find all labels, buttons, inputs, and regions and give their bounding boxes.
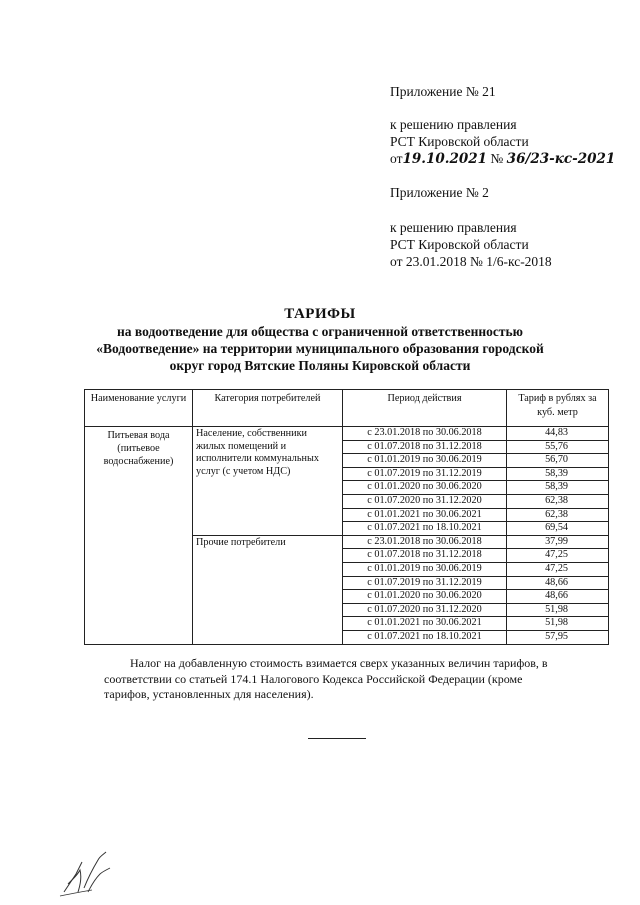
tariff-cell: 51,98 <box>507 617 609 631</box>
handwritten-number: 36/23-кс-2021 <box>506 151 616 167</box>
annex-original-line1: к решению правления <box>390 220 517 235</box>
note-line3: тарифов, установленных для населения). <box>104 687 314 701</box>
tariff-cell: 47,25 <box>507 562 609 576</box>
handwritten-date: 19.10.2021 <box>402 151 488 167</box>
signature-mark <box>58 848 118 905</box>
tariff-cell: 58,39 <box>507 481 609 495</box>
tariff-cell: 47,25 <box>507 549 609 563</box>
heading-line1: на водоотведение для общества с ограниченной ответственностью <box>117 324 523 339</box>
annex-original-title: Приложение № 2 <box>390 185 489 200</box>
tariff-cell: 48,66 <box>507 576 609 590</box>
tariff-cell: 48,66 <box>507 590 609 604</box>
tariff-cell: 58,39 <box>507 467 609 481</box>
period-cell: с 01.07.2021 по 18.10.2021 <box>343 630 507 644</box>
annex-original-line2: РСТ Кировской области <box>390 237 529 252</box>
category-cell: Прочие потребители <box>193 535 343 644</box>
period-cell: с 23.01.2018 по 30.06.2018 <box>343 427 507 441</box>
period-cell: с 01.07.2019 по 31.12.2019 <box>343 467 507 481</box>
annex-current-title: Приложение № 21 <box>390 84 496 99</box>
header-category: Категория потребителей <box>193 390 343 427</box>
annex-current-date-line <box>390 150 615 168</box>
tariff-cell: 51,98 <box>507 603 609 617</box>
header-service: Наименование услуги <box>85 390 193 427</box>
period-cell: с 01.01.2020 по 30.06.2020 <box>343 481 507 495</box>
tariff-cell: 62,38 <box>507 494 609 508</box>
tariff-cell: 69,54 <box>507 522 609 536</box>
period-cell: с 01.01.2019 по 30.06.2019 <box>343 562 507 576</box>
period-cell: с 23.01.2018 по 30.06.2018 <box>343 535 507 549</box>
annex-original-line3: от 23.01.2018 № 1/6-кс-2018 <box>390 254 552 269</box>
period-cell: с 01.01.2019 по 30.06.2019 <box>343 454 507 468</box>
service-cell: Питьевая вода (питьевое водоснабжение) <box>85 427 193 645</box>
period-cell: с 01.01.2021 по 30.06.2021 <box>343 508 507 522</box>
tax-note <box>104 656 604 703</box>
annex-current-line2: РСТ Кировской области <box>390 134 529 149</box>
tariff-cell: 55,76 <box>507 440 609 454</box>
tariff-cell: 62,38 <box>507 508 609 522</box>
period-cell: с 01.07.2018 по 31.12.2018 <box>343 549 507 563</box>
note-line2: соответствии со статьей 174.1 Налогового Кодекса Российской Федерации (кроме <box>104 671 523 686</box>
heading-line2: «Водоотведение» на территории муниципального образования городской <box>96 341 544 356</box>
number-prefix: № <box>490 151 504 166</box>
period-cell: с 01.07.2020 по 31.12.2020 <box>343 494 507 508</box>
tariff-cell: 37,99 <box>507 535 609 549</box>
period-cell: с 01.01.2021 по 30.06.2021 <box>343 617 507 631</box>
table-header-row <box>85 390 609 427</box>
note-line1: Налог на добавленную стоимость взимается сверх указанных величин тарифов, в <box>130 656 548 670</box>
period-cell: с 01.07.2018 по 31.12.2018 <box>343 440 507 454</box>
heading-title: ТАРИФЫ <box>284 306 356 322</box>
table-row <box>85 427 609 441</box>
header-tariff: Тариф в рублях за куб. метр <box>507 390 609 427</box>
category-cell: Население, собственники жилых помещений и исполнители коммунальных услуг (с учетом НДС) <box>193 427 343 536</box>
signature-icon <box>58 848 118 900</box>
tariff-cell: 56,70 <box>507 454 609 468</box>
period-cell: с 01.01.2020 по 30.06.2020 <box>343 590 507 604</box>
tariff-cell: 44,83 <box>507 427 609 441</box>
tariff-table <box>84 389 609 645</box>
heading-line3: округ город Вятские Поляны Кировской области <box>169 358 471 373</box>
annex-current-line1: к решению правления <box>390 117 517 132</box>
period-cell: с 01.07.2019 по 31.12.2019 <box>343 576 507 590</box>
document-heading <box>0 305 640 374</box>
end-separator <box>308 738 366 739</box>
period-cell: с 01.07.2020 по 31.12.2020 <box>343 603 507 617</box>
tariff-cell: 57,95 <box>507 630 609 644</box>
period-cell: с 01.07.2021 по 18.10.2021 <box>343 522 507 536</box>
date-prefix: от <box>390 151 403 166</box>
header-period: Период действия <box>343 390 507 427</box>
